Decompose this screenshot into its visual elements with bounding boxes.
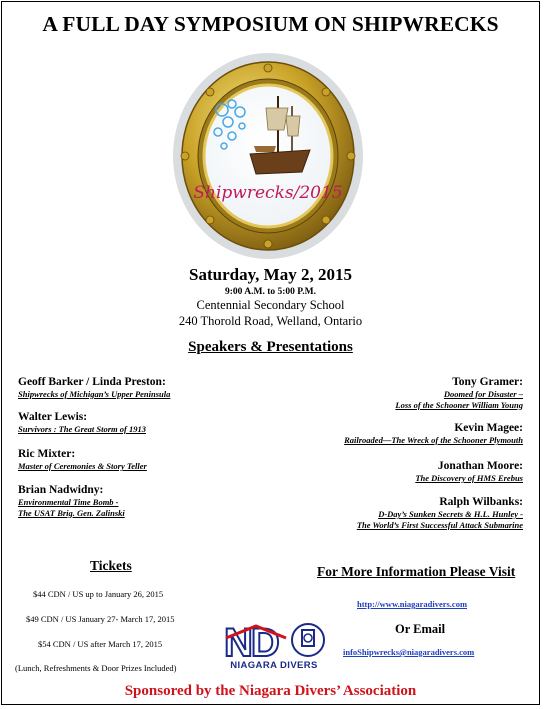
email-link[interactable]: infoShipwrecks@niagaradivers.com — [343, 647, 475, 657]
speaker-right-3 — [415, 460, 523, 484]
ticket-price-3: $54 CDN / US after March 17, 2015 — [38, 639, 163, 649]
speaker-right-4 — [357, 496, 523, 530]
speaker-talk: Master of Ceremonies & Story Teller — [18, 461, 147, 471]
website-link[interactable]: http://www.niagaradivers.com — [357, 599, 468, 609]
ticket-price-1: $44 CDN / US up to January 26, 2015 — [33, 589, 164, 599]
svg-text:ND: ND — [224, 621, 278, 665]
sponsor-line: Sponsored by the Niagara Divers’ Association — [124, 683, 417, 699]
event-details — [2, 265, 539, 329]
speaker-name: Jonathan Moore: — [437, 460, 523, 472]
speaker-left-3 — [18, 448, 147, 472]
svg-text:Shipwrecks/2015: Shipwrecks/2015 — [193, 183, 343, 203]
info-heading: For More Information Please Visit — [317, 564, 516, 579]
event-date: Saturday, May 2, 2015 — [189, 265, 352, 284]
speaker-talk: The Discovery of HMS Erebus — [415, 473, 523, 483]
speaker-left-1 — [18, 376, 170, 400]
ticket-price-2: $49 CDN / US January 27- March 17, 2015 — [26, 614, 175, 624]
speaker-left-2 — [18, 411, 146, 435]
speakers-heading: Speakers & Presentations — [188, 339, 353, 355]
speaker-talk-line2: The USAT Brig. Gen. Zalinski — [18, 507, 125, 518]
speaker-talk-line2: Loss of the Schooner William Young — [395, 399, 523, 410]
event-venue: Centennial Secondary School — [196, 298, 345, 312]
flyer-page — [1, 1, 540, 705]
speaker-name: Tony Gramer: — [452, 376, 523, 388]
flyer-title: A FULL DAY SYMPOSIUM ON SHIPWRECKS — [42, 12, 499, 36]
speaker-talk-line2: The World’s First Successful Attack Submarine — [356, 519, 523, 530]
porthole-logo — [170, 50, 366, 262]
speaker-name: Brian Nadwidny: — [18, 484, 104, 496]
speaker-talk: Doomed for Disaster – — [443, 389, 523, 399]
logo-caption: NIAGARA DIVERS — [230, 660, 318, 671]
speaker-name: Ric Mixter: — [18, 448, 76, 460]
speaker-name: Ralph Wilbanks: — [439, 496, 523, 508]
tickets-heading: Tickets — [90, 558, 132, 573]
speaker-right-2 — [344, 422, 523, 446]
event-address: 240 Thorold Road, Welland, Ontario — [178, 314, 363, 328]
speaker-name: Walter Lewis: — [18, 411, 88, 423]
speaker-right-1 — [395, 376, 523, 410]
speaker-name: Kevin Magee: — [454, 422, 523, 434]
speaker-talk: D-Day’s Sunken Secrets & H.L. Hunley - — [378, 509, 523, 519]
speaker-talk: Survivors : The Great Storm of 1913 — [18, 424, 146, 434]
speaker-talk: Environmental Time Bomb - — [18, 497, 119, 507]
speaker-name: Geoff Barker / Linda Preston: — [18, 376, 166, 388]
ticket-inclusions: (Lunch, Refreshments & Door Prizes Included) — [15, 663, 177, 673]
speaker-talk: Shipwrecks of Michigan’s Upper Peninsula — [18, 389, 171, 399]
event-time: 9:00 A.M. to 5:00 P.M. — [225, 287, 316, 297]
speaker-left-4 — [18, 484, 125, 518]
or-email-label: Or Email — [395, 622, 446, 636]
speaker-talk: Railroaded—The Wreck of the Schooner Plymouth — [344, 435, 523, 445]
